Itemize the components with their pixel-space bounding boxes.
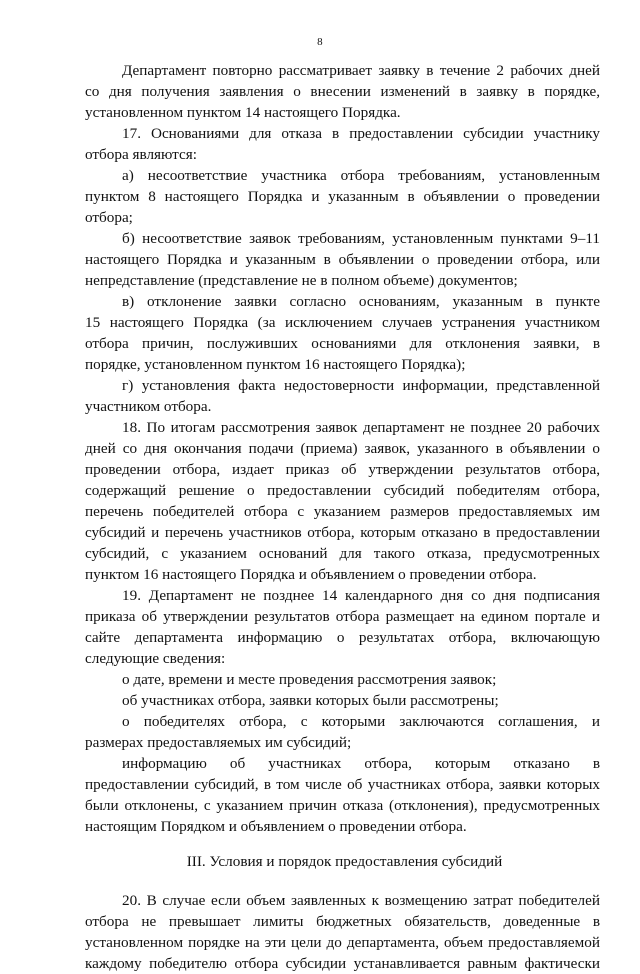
text-line: 17. Основаниями для отказа в предоставлении субсидии участнику xyxy=(122,125,600,142)
text-line: сайте департамента информацию о результатах отбора, включающую xyxy=(85,629,600,646)
text-line: отбора не превышает лимиты бюджетных обязательств, доведенные в xyxy=(85,913,600,930)
text-line: о дате, времени и месте проведения рассмотрения заявок; xyxy=(122,671,497,688)
text-line: участником отбора. xyxy=(85,398,212,415)
paragraph-p19a xyxy=(85,669,600,690)
paragraph-p17v xyxy=(85,291,600,375)
text-line: предоставлении субсидий, в том числе об участниках отбора, заявки которых xyxy=(85,776,600,793)
text-line: субсидий и перечень участников отбора, которым отказано в предоставлении xyxy=(85,524,600,541)
page-number: 8 xyxy=(317,36,323,48)
paragraph-p19c xyxy=(85,711,600,753)
text-line: отбора; xyxy=(85,209,133,226)
section-heading: III. Условия и порядок предоставления субсидий xyxy=(186,853,503,870)
paragraph-p19 xyxy=(85,585,600,669)
text-line: субсидий, с указанием оснований для такого отказа, предусмотренных xyxy=(85,545,600,562)
text-line: пунктом 16 настоящего Порядка и объявлением о проведении отбора. xyxy=(85,566,537,583)
text-line: перечень победителей отбора с указанием размеров предоставляемых им xyxy=(85,503,600,520)
paragraph-p19b xyxy=(85,690,600,711)
text-line: 19. Департамент не позднее 14 календарного дня со дня подписания xyxy=(122,587,600,604)
text-line: были отклонены, с указанием причин отказа (отклонения), предусмотренных xyxy=(85,797,600,814)
text-line: проведении отбора, издает приказ об утверждении результатов отбора, xyxy=(85,461,600,478)
text-line: непредставление (представление не в полном объеме) документов; xyxy=(85,272,518,289)
text-line: в) отклонение заявки согласно основаниям, указанным в пункте xyxy=(122,293,600,310)
text-line: следующие сведения: xyxy=(85,650,226,667)
text-line: приказа об утверждении результатов отбора размещает на едином портале и xyxy=(85,608,600,625)
paragraph-p17a xyxy=(85,165,600,228)
paragraph-p18 xyxy=(85,417,600,585)
paragraph-p17 xyxy=(85,123,600,165)
text-line: об участниках отбора, заявки которых были рассмотрены; xyxy=(122,692,499,709)
text-line: г) установления факта недостоверности информации, представленной xyxy=(122,377,600,394)
text-line: пунктом 8 настоящего Порядка и указанным в объявлении о проведении xyxy=(85,188,600,205)
text-line: б) несоответствие заявок требованиям, установленным пунктами 9–11 xyxy=(122,230,600,247)
text-line: Департамент повторно рассматривает заявку в течение 2 рабочих дней xyxy=(122,62,600,79)
text-line: 18. По итогам рассмотрения заявок департамент не позднее 20 рабочих xyxy=(122,419,600,436)
text-line: отбора являются: xyxy=(85,146,197,163)
text-line: настоящего Порядка и указанным в объявлении о проведении отбора, или xyxy=(85,251,600,268)
text-line: информацию об участниках отбора, которым отказано в xyxy=(122,755,600,772)
text-line: установленном порядке на эти цели до департамента, объем предоставляемой xyxy=(85,934,600,951)
paragraph-p-review xyxy=(85,60,600,123)
text-line: установленном пунктом 14 настоящего Порядка. xyxy=(85,104,401,121)
text-line: со дня получения заявления о внесении изменений в заявку в порядке, xyxy=(85,83,600,100)
text-line: дней со дня окончания подачи (приема) заявок, указанного в объявлении о xyxy=(85,440,600,457)
text-line: содержащий решение о предоставлении субсидий победителям отбора, xyxy=(85,482,600,499)
text-line: каждому победителю отбора субсидии устанавливается равным фактически xyxy=(85,955,600,972)
paragraph-p17g xyxy=(85,375,600,417)
text-line: размерах предоставляемых им субсидий; xyxy=(85,734,352,751)
text-line: 15 настоящего Порядка (за исключением случаев устранения участником xyxy=(85,314,600,331)
text-line: 20. В случае если объем заявленных к возмещению затрат победителей xyxy=(122,892,600,909)
text-line: о победителях отбора, с которыми заключаются соглашения, и xyxy=(122,713,600,730)
text-line: порядке, установленном пунктом 16 настоящего Порядка); xyxy=(85,356,466,373)
text-line: а) несоответствие участника отбора требованиям, установленным xyxy=(122,167,600,184)
paragraph-p17b xyxy=(85,228,600,291)
paragraph-p20 xyxy=(85,890,600,974)
text-line: настоящим Порядком и объявлением о проведении отбора. xyxy=(85,818,467,835)
document-body xyxy=(85,60,600,974)
paragraph-p19d xyxy=(85,753,600,837)
text-line: отбора причин, послуживших основаниями для отклонения заявки, в xyxy=(85,335,600,352)
